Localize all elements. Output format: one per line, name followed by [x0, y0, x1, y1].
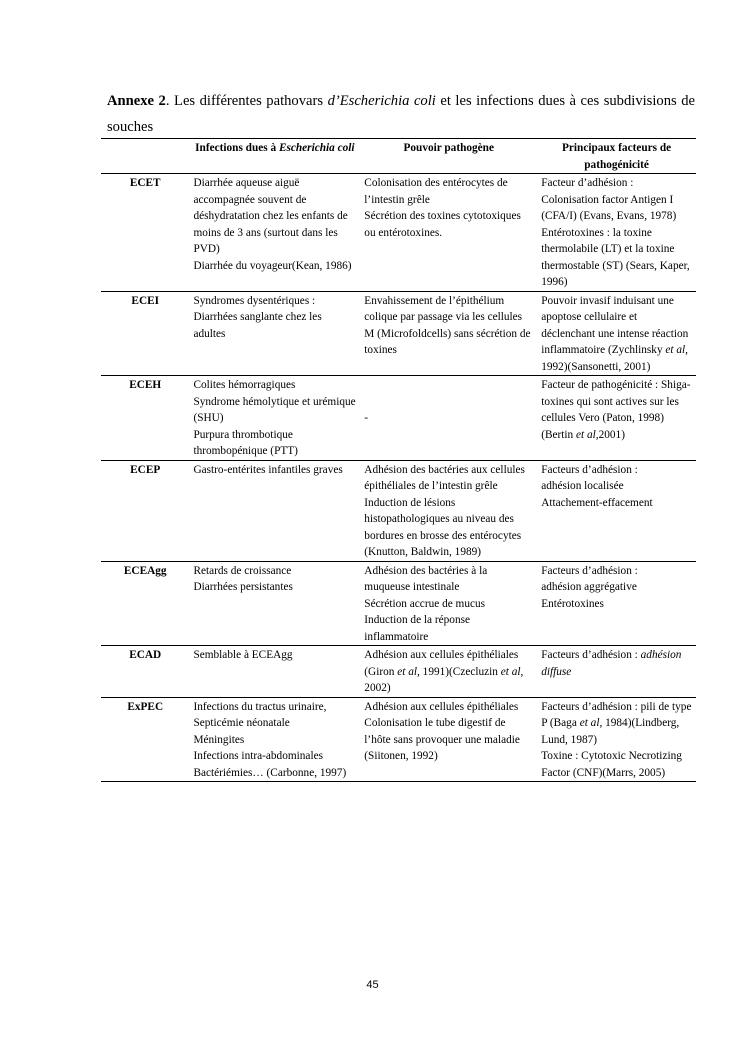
header-pouvoir: Pouvoir pathogène: [360, 139, 537, 174]
table-row: [101, 174, 696, 292]
row-pouvoir: -: [360, 376, 537, 461]
cell-italic: et al,: [579, 717, 603, 729]
cell-line: Facteurs d’adhésion :: [541, 564, 638, 577]
row-pouvoir: [360, 174, 537, 292]
row-name: ECEI: [101, 291, 189, 376]
cell-line: Retards de croissance: [193, 564, 292, 577]
cell-line: Toxine : Cytotoxic Necrotizing: [541, 750, 682, 762]
cell-line: Diarrhées sanglante chez les adultes: [193, 311, 322, 340]
row-pouvoir: [360, 697, 537, 782]
caption-label: Annexe 2: [107, 93, 166, 109]
cell-italic: adhésion diffuse: [541, 649, 682, 678]
cell-text: 2002): [364, 682, 391, 694]
cell-text: Pouvoir invasif induisant une apoptose cellulaire et déclenchant une intense réaction inflammatoire (Zychlinsky: [541, 294, 689, 356]
row-infections: [189, 460, 360, 561]
row-pouvoir: [360, 646, 537, 698]
table-row: [101, 697, 696, 782]
row-facteurs: [537, 697, 696, 782]
cell-line: Attachement-effacement: [541, 496, 653, 509]
header-facteurs: Principaux facteurs de pathogénicité: [537, 139, 696, 174]
cell-line: Entérotoxines: [541, 597, 604, 610]
row-name: ECEP: [101, 460, 189, 561]
cell-line: Sécrétion des toxines cytotoxiques ou entérotoxines.: [364, 210, 521, 239]
cell-line: Induction de la réponse inflammatoire: [364, 614, 471, 643]
cell-italic: et al,: [576, 428, 599, 441]
row-name: ECET: [101, 174, 189, 292]
cell-line: Infections intra-abdominales: [193, 750, 323, 762]
table-row: [101, 376, 696, 461]
row-facteurs: [537, 460, 696, 561]
cell-text: Facteurs d’adhésion : pili de type P (Baga: [541, 700, 692, 729]
cell-line: Entérotoxines : la toxine thermolabile (LT) et la toxine thermostable (ST) (Sears, Kaper, 1996): [541, 226, 690, 288]
cell-line: adhésion localisée: [541, 480, 624, 492]
row-pouvoir: [360, 460, 537, 561]
cell-line: Colites hémorragiques: [193, 379, 296, 391]
cell-line: Envahissement de l’épithélium colique par passage via les cellules M (Microfoldcells) sans sécrétion de toxines: [364, 294, 531, 356]
cell-text: Adhésion aux cellules épithéliales (Giron: [364, 649, 519, 678]
cell-line: Syndromes dysentériques :: [193, 294, 316, 307]
caption-italic: d’Escherichia coli: [327, 93, 436, 109]
row-facteurs: [537, 561, 696, 646]
row-infections: [189, 291, 360, 376]
cell-text: Facteurs d’adhésion :: [541, 649, 641, 661]
row-facteurs: [537, 646, 696, 698]
row-infections: [189, 174, 360, 292]
table-header-row: [101, 139, 696, 174]
row-name: ECEH: [101, 376, 189, 461]
cell-line: Diarrhée aqueuse aiguë accompagnée souvent de déshydratation chez les enfants de moins de 3 ans (surtout dans les PVD): [193, 177, 348, 255]
table-row: [101, 646, 696, 698]
row-facteurs: [537, 174, 696, 292]
cell-line: Bactériémies… (Carbonne, 1997): [193, 766, 347, 779]
cell-text: Facteur de pathogénicité : Shiga-toxines qui sont actives sur les cellules Vero (Paton, 1998)(Bertin: [541, 379, 691, 441]
cell-italic: et al,: [500, 665, 524, 678]
row-name: ExPEC: [101, 697, 189, 782]
table-row: [101, 291, 696, 376]
table-row: [101, 460, 696, 561]
header-infections-italic: Escherichia coli: [278, 142, 355, 154]
cell-line: Infections du tractus urinaire,: [193, 700, 327, 713]
cell-italic: et al,: [397, 665, 420, 678]
cell-text: 1992)(Sansonetti, 2001): [541, 360, 651, 373]
page-number: 45: [366, 979, 379, 991]
cell-line: Syndrome hémolytique et urémique (SHU): [193, 395, 356, 424]
cell-line: Gastro-entérites infantiles graves: [193, 463, 343, 476]
header-infections-text: Infections dues à: [195, 142, 279, 154]
cell-line: Induction de lésions histopathologiques au niveau des bordures en brosse des entérocytes (Knutton, Baldwin, 1989): [364, 496, 522, 558]
cell-line: Adhésion des bactéries aux cellules épithéliales de l’intestin grêle: [364, 463, 525, 492]
cell-line: Semblable à ECEAgg: [193, 649, 293, 661]
row-name: ECEAgg: [101, 561, 189, 646]
caption-text-before: . Les différentes pathovars: [165, 93, 328, 109]
row-pouvoir: [360, 561, 537, 646]
table-row: [101, 561, 696, 646]
row-facteurs: [537, 376, 696, 461]
cell-line: Adhésion des bactéries à la muqueuse intestinale: [364, 564, 488, 593]
cell-italic: et al,: [665, 344, 689, 356]
cell-text: 1991)(Czecluzin: [419, 665, 501, 678]
row-infections: [189, 376, 360, 461]
table-caption: [107, 88, 695, 140]
pathovars-table: [101, 138, 696, 782]
row-infections: [189, 561, 360, 646]
cell-line: Factor (CNF)(Marrs, 2005): [541, 766, 666, 779]
cell-line: Septicémie néonatale: [193, 717, 290, 729]
cell-line: adhésion aggrégative: [541, 581, 637, 593]
cell-line: Diarrhée du voyageur(Kean, 1986): [193, 259, 352, 272]
cell-text: 2001): [598, 428, 625, 441]
row-name: ECAD: [101, 646, 189, 698]
cell-line: [541, 699, 692, 749]
header-empty: [101, 139, 189, 174]
row-infections: [189, 697, 360, 782]
cell-text: 1984)(Lindberg, Lund, 1987): [541, 717, 680, 746]
cell-line: Sécrétion accrue de mucus: [364, 597, 486, 610]
cell-line: Facteur d’adhésion : Colonisation factor Antigen I (CFA/I) (Evans, Evans, 1978): [541, 177, 677, 222]
cell-line: Purpura thrombotique thrombopénique (PTT): [193, 428, 298, 457]
cell-line: Colonisation des entérocytes de l’intestin grêle: [364, 177, 508, 206]
row-pouvoir: [360, 291, 537, 376]
cell-line: Adhésion aux cellules épithéliales: [364, 700, 519, 713]
cell-line: Facteurs d’adhésion :: [541, 463, 638, 476]
row-facteurs: [537, 291, 696, 376]
caption-text-after: et les infections dues à ces subdivisions de souches: [107, 93, 695, 135]
cell-line: Diarrhées persistantes: [193, 581, 293, 593]
cell-line: Colonisation le tube digestif de l’hôte sans provoquer une maladie (Siitonen, 1992): [364, 717, 520, 762]
row-infections: [189, 646, 360, 698]
cell-line: Méningites: [193, 733, 245, 746]
header-infections: [189, 139, 360, 174]
